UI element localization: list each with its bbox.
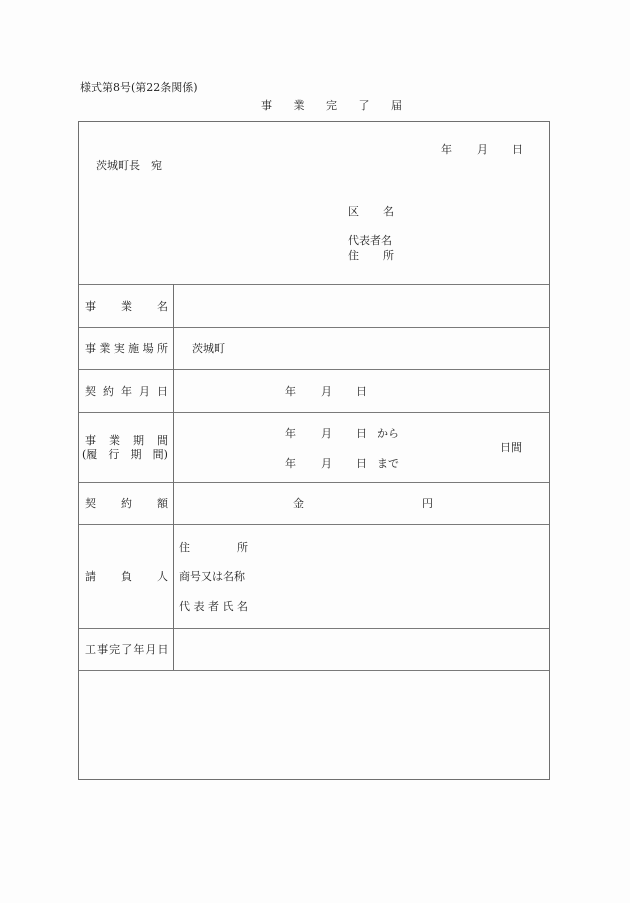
divider — [79, 327, 549, 328]
representative-label: 代表者名 — [348, 234, 392, 247]
column-divider — [173, 284, 174, 670]
remarks-area[interactable] — [83, 676, 543, 776]
contract-date-day[interactable]: 日 — [356, 385, 367, 398]
period-from-day[interactable]: 日 — [356, 427, 367, 440]
amount-unit: 円 — [422, 497, 433, 510]
period-days-label: 日間 — [500, 441, 522, 454]
label-contractor: 請 負 人 — [85, 570, 168, 583]
contract-date-month[interactable]: 月 — [321, 385, 332, 398]
label-performance-period: (履 行 期 間) — [82, 448, 168, 461]
period-to-month[interactable]: 月 — [321, 457, 332, 470]
project-name-field[interactable] — [179, 292, 544, 320]
period-to-year[interactable]: 年 — [285, 457, 296, 470]
divider — [79, 482, 549, 483]
label-contract-amount: 契 約 額 — [85, 497, 168, 510]
form-table — [78, 121, 550, 780]
period-to-suffix: まで — [377, 457, 399, 470]
submit-date-day[interactable]: 日 — [512, 143, 523, 156]
submit-date-month[interactable]: 月 — [477, 143, 488, 156]
period-from-suffix: から — [377, 427, 399, 440]
divider — [79, 670, 549, 671]
address-label-1: 住 — [348, 249, 359, 262]
project-location-field[interactable]: 茨城町 — [192, 342, 225, 355]
divider — [79, 412, 549, 413]
label-project-period: 事 業 期 間 — [85, 434, 168, 447]
contractor-address-label: 住 所 — [179, 541, 248, 554]
district-label-2: 名 — [383, 205, 394, 218]
contractor-trade-name-label: 商号又は名称 — [179, 570, 245, 583]
divider — [79, 628, 549, 629]
amount-prefix: 金 — [293, 497, 304, 510]
divider — [79, 284, 549, 285]
period-to-day[interactable]: 日 — [356, 457, 367, 470]
address-label-2: 所 — [383, 249, 394, 262]
label-completion-date: 工 事 完 了 年 月 日 — [85, 643, 168, 656]
divider — [79, 524, 549, 525]
submit-date-year[interactable]: 年 — [441, 143, 452, 156]
contractor-representative-label: 代 表 者 氏 名 — [179, 600, 248, 613]
addressee: 茨城町長 宛 — [96, 159, 162, 172]
contract-date-year[interactable]: 年 — [285, 385, 296, 398]
completion-date-field[interactable] — [179, 636, 544, 664]
divider — [79, 369, 549, 370]
label-project-location: 事 業 実 施 場 所 — [85, 342, 168, 355]
label-project-name: 事 業 名 — [85, 300, 168, 313]
form-code: 様式第8号(第22条関係) — [80, 81, 198, 94]
period-from-year[interactable]: 年 — [285, 427, 296, 440]
document-title: 事 業 完 了 届 — [261, 99, 411, 112]
period-from-month[interactable]: 月 — [321, 427, 332, 440]
label-contract-date: 契 約 年 月 日 — [85, 385, 168, 398]
district-label-1: 区 — [348, 205, 359, 218]
